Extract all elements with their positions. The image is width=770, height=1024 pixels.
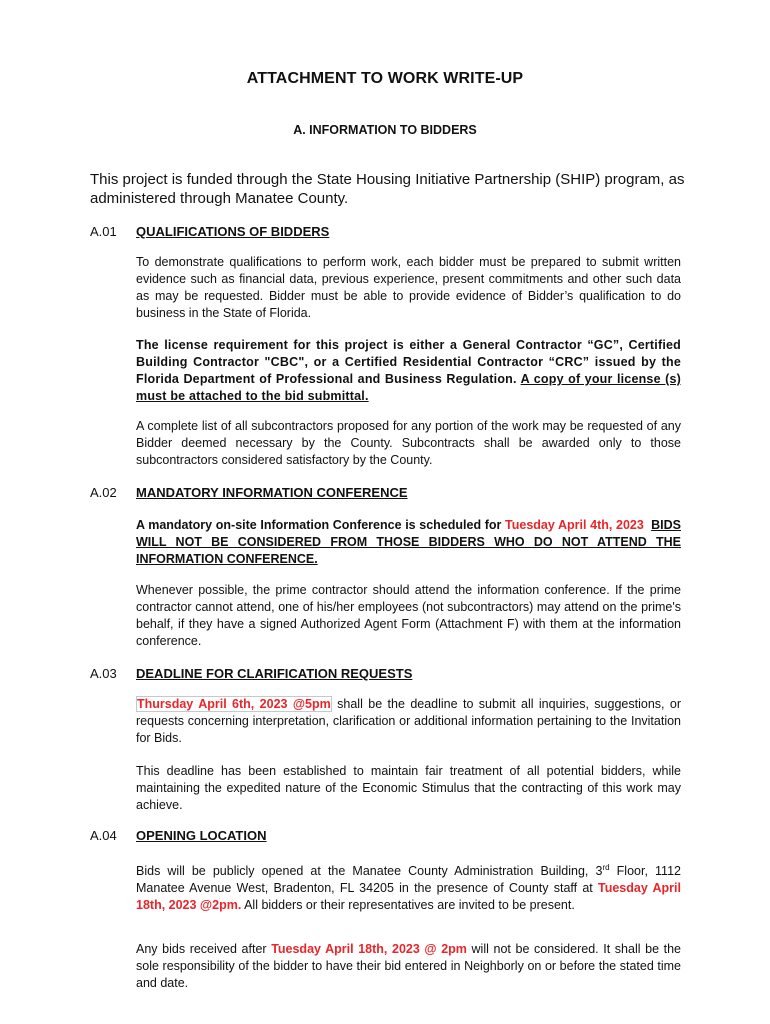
section-number-a03: A.03	[90, 666, 117, 681]
deadline-date: Thursday April 6th, 2023 @5pm	[137, 697, 331, 711]
ordinal-suffix: rd	[602, 863, 610, 872]
section-number-a04: A.04	[90, 828, 117, 843]
late-bids-date: Tuesday April 18th, 2023 @ 2pm	[271, 942, 467, 956]
qualifications-paragraph: To demonstrate qualifications to perform work, each bidder must be prepared to submit written evidence such as financial data, previous experience, present commitments and other such data as may be requested. Bidder must be able to provide evidence of Bidder’s qualification to do business in the State of Florida.	[136, 255, 681, 320]
conference-notice-paragraph	[136, 517, 681, 568]
conference-date: Tuesday April 4th, 2023	[505, 518, 644, 532]
opening-location-text-c: All bidders or their representatives are invited to be present.	[241, 898, 575, 913]
subcontractors-paragraph: A complete list of all subcontractors proposed for any portion of the work may be requested of any Bidder deemed necessary by the County. Subcontracts shall be awarded only to those subcontractors considered satisfactory by the County.	[136, 419, 681, 467]
late-bids-paragraph	[136, 941, 681, 992]
prime-contractor-paragraph: Whenever possible, the prime contractor should attend the information conference. If the prime contractor cannot attend, one of his/her employees (not subcontractors) may attend on the prime's behalf, if they have a signed Authorized Agent Form (Attachment F) with them at the information conference.	[136, 583, 681, 648]
opening-date: Tuesday April 18th, 2023 @2pm.	[136, 881, 681, 913]
section-number-a01: A.01	[90, 224, 117, 239]
deadline-text: shall be the deadline to submit all inquiries, suggestions, or requests concerning interpretation, clarification or additional information pertaining to the Invitation for Bids.	[136, 697, 681, 745]
document-title: ATTACHMENT TO WORK WRITE-UP	[246, 70, 524, 87]
opening-location-text-a: Bids will be publicly opened at the Manatee County Administration Building, 3	[136, 864, 603, 879]
license-copy-notice: A copy of your license (s) must be attached to the bid submittal.	[136, 372, 681, 403]
deadline-paragraph	[136, 696, 681, 747]
opening-location-text-b: Floor, 1112 Manatee Avenue West, Bradenton, FL 34205 in the presence of County staff at	[136, 864, 681, 896]
section-number-a02: A.02	[90, 485, 117, 500]
license-requirement-paragraph	[136, 337, 681, 405]
section-heading-conference: MANDATORY INFORMATION CONFERENCE	[136, 485, 408, 500]
conference-notice-text: A mandatory on-site Information Conference is scheduled for	[136, 518, 506, 532]
late-bids-text-a: Any bids received after	[136, 942, 272, 956]
opening-location-paragraph	[136, 859, 681, 914]
license-requirement-text: The license requirement for this project is either a General Contractor “GC”, Certified Building Contractor "CBC", or a Certified Residential Contractor “CRC” issued by the Florida Department of Professional and Business Regulation.	[136, 338, 681, 386]
intro-paragraph: This project is funded through the State Housing Initiative Partnership (SHIP) program, as administered through Manatee County.	[90, 171, 685, 207]
late-bids-text-b: will not be considered. It shall be the sole responsibility of the bidder to have their bid entered in Neighborly on or before the stated time and date.	[136, 942, 682, 990]
section-heading-qualifications: QUALIFICATIONS OF BIDDERS	[136, 224, 330, 239]
fair-treatment-paragraph: This deadline has been established to maintain fair treatment of all potential bidders, while maintaining the expedited nature of the Economic Stimulus that the contracting of this work may achieve.	[136, 764, 681, 812]
section-heading-opening-location: OPENING LOCATION	[136, 828, 267, 843]
conference-warning: BIDS WILL NOT BE CONSIDERED FROM THOSE BIDDERS WHO DO NOT ATTEND THE INFORMATION CONFERENCE.	[136, 518, 681, 566]
section-heading-deadline: DEADLINE FOR CLARIFICATION REQUESTS	[136, 666, 413, 681]
section-subtitle: A. INFORMATION TO BIDDERS	[293, 123, 477, 137]
